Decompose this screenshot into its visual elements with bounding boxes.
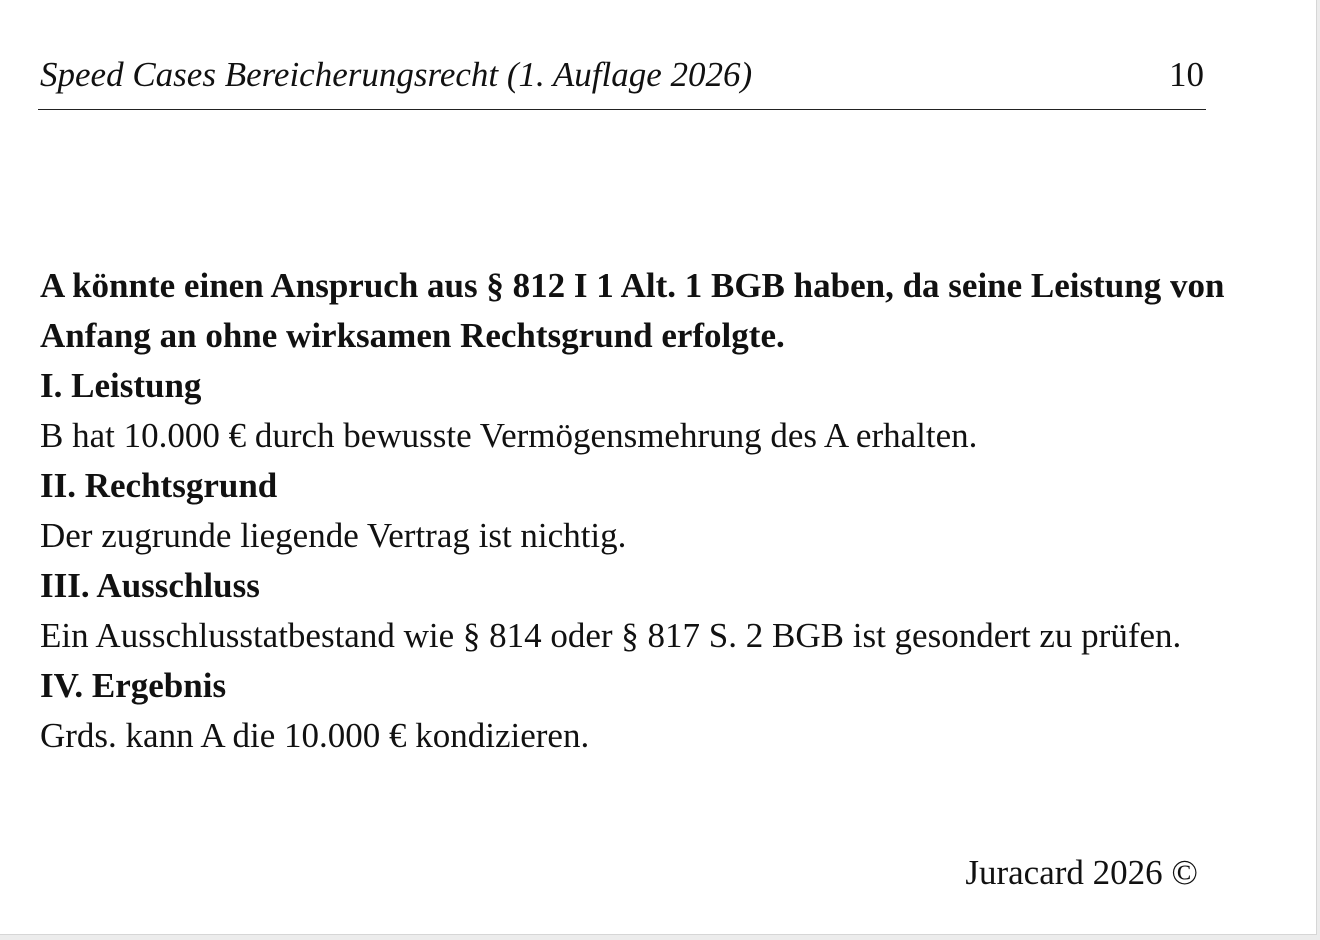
claim-statement: A könnte einen Anspruch aus § 812 I 1 Alt. 1 BGB haben, da seine Leistung von Anfang an ohne wirksamen Rechtsgrund erfolgte.: [40, 266, 1225, 355]
section-heading-rechtsgrund: II. Rechtsgrund: [40, 466, 278, 505]
section-text-rechtsgrund: Der zugrunde liegende Vertrag ist nichtig.: [40, 516, 627, 555]
book-title: Speed Cases Bereicherungsrecht (1. Auflage 2026): [40, 55, 753, 94]
page-number: 10: [1169, 55, 1204, 94]
section-text-ausschluss: Ein Ausschlusstatbestand wie § 814 oder § 817 S. 2 BGB ist gesondert zu prüfen.: [40, 616, 1182, 655]
section-text-ergebnis: Grds. kann A die 10.000 € kondizieren.: [40, 716, 590, 755]
section-heading-ergebnis: IV. Ergebnis: [40, 666, 227, 705]
page-header: [38, 50, 1206, 110]
section-text-leistung: B hat 10.000 € durch bewusste Vermögensmehrung des A erhalten.: [40, 416, 978, 455]
section-heading-leistung: I. Leistung: [40, 366, 202, 405]
copyright-footer: Juracard 2026 ©: [965, 853, 1198, 892]
case-solution: [40, 261, 1290, 761]
section-heading-ausschluss: III. Ausschluss: [40, 566, 260, 605]
